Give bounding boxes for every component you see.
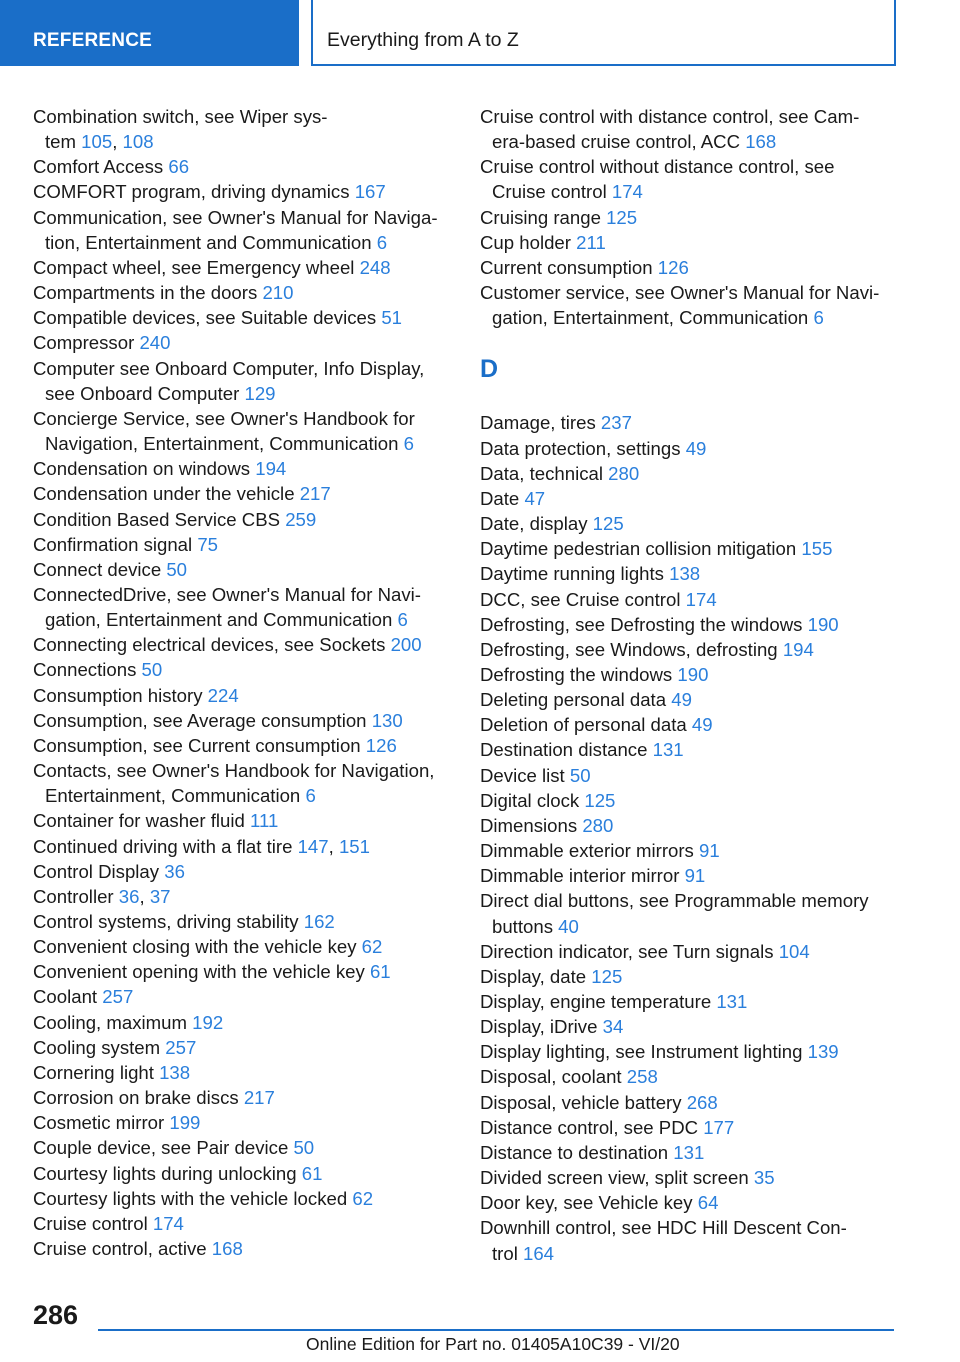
index-entry-text: COMFORT program, driving dynamics	[33, 181, 355, 203]
index-entry-text: Deleting personal data	[480, 689, 672, 711]
index-entry-text: Computer see Onboard Computer, Info Display,	[33, 357, 425, 379]
index-entry-text: Dimensions	[480, 814, 583, 836]
page-reference-link[interactable]: 257	[102, 986, 134, 1008]
page-reference-link[interactable]: 280	[608, 462, 640, 484]
index-entry	[33, 1161, 453, 1186]
index-entry	[480, 230, 900, 255]
page-reference-link[interactable]: 36	[164, 860, 185, 882]
index-entry-text: Cooling, maximum	[33, 1011, 193, 1033]
index-entry-text: Connecting electrical devices, see Sockets	[33, 634, 391, 656]
index-entry-text: gation, Entertainment, Communication	[492, 307, 814, 329]
index-entry-text: Defrosting, see Windows, defrosting	[480, 638, 783, 660]
index-entry-text: Digital clock	[480, 789, 585, 811]
index-entry-text: Control systems, driving stability	[33, 911, 304, 932]
page-reference-link[interactable]: 131	[716, 991, 748, 1012]
page-reference-link[interactable]: 62	[361, 936, 383, 958]
index-entry	[33, 557, 453, 582]
index-entry	[33, 1135, 453, 1160]
index-entry-text: Combination switch, see Wiper sys-	[33, 106, 328, 127]
index-entry-text: Cornering light	[33, 1061, 160, 1083]
index-entry-text: gation, Entertainment and Communication	[45, 609, 398, 631]
index-entry-text: Consumption history	[33, 684, 208, 706]
index-entry	[480, 461, 900, 486]
index-entry	[480, 687, 900, 712]
index-entry-text: Continued driving with a flat tire	[33, 835, 298, 857]
index-entry-text: Convenient closing with the vehicle key	[33, 936, 362, 958]
index-entry	[480, 561, 900, 586]
index-entry-text: Disposal, coolant	[480, 1066, 627, 1088]
index-entry-text: era-based cruise control, ACC	[492, 131, 746, 153]
index-entry-text: Convenient opening with the vehicle key	[33, 961, 370, 983]
page-reference-link[interactable]: 237	[600, 412, 632, 434]
page-reference-link[interactable]: 6	[813, 307, 824, 329]
index-entry	[480, 154, 900, 204]
index-entry-text: Cruise control with distance control, see Cam-	[480, 106, 860, 127]
index-entry-text: Consumption, see Current consumption	[33, 734, 366, 756]
page-reference-link[interactable]: 138	[669, 563, 701, 585]
page-reference-link[interactable]: 168	[745, 131, 777, 153]
page-reference-link[interactable]: 36	[118, 885, 140, 907]
index-entry-text: Display, iDrive	[480, 1016, 603, 1038]
page-reference-link[interactable]: 6	[403, 433, 414, 455]
page-reference-link[interactable]: 50	[569, 764, 591, 786]
index-entry	[33, 356, 453, 406]
index-entry-text: Divided screen view, split screen	[480, 1167, 754, 1189]
index-entry-text: Customer service, see Owner's Manual for Navi-	[480, 282, 880, 304]
index-entry	[480, 662, 900, 687]
section-tab	[0, 0, 299, 66]
index-entry	[480, 788, 900, 813]
index-entry	[480, 813, 900, 838]
page-reference-link[interactable]: 129	[244, 382, 276, 404]
page-reference-link[interactable]: 126	[657, 256, 689, 278]
index-entry-text: Concierge Service, see Owner's Handbook for	[33, 407, 415, 429]
index-entry-text: Destination distance	[480, 739, 653, 761]
index-entry-text: trol	[492, 1242, 523, 1264]
index-entry-text: Direction indicator, see Turn signals	[480, 940, 779, 962]
page-reference-link[interactable]: 49	[691, 714, 713, 736]
index-entry	[33, 758, 453, 808]
index-entry	[480, 410, 900, 435]
index-entry	[33, 909, 453, 934]
index-entry	[480, 280, 900, 330]
page-reference-link[interactable]: 75	[197, 533, 219, 555]
index-entry	[480, 436, 900, 461]
index-entry	[480, 737, 900, 762]
section-title: REFERENCE	[33, 30, 152, 51]
page-reference-link[interactable]: 168	[211, 1238, 243, 1260]
page-reference-link[interactable]: 51	[381, 307, 402, 329]
index-entry-text: Controller	[33, 885, 119, 907]
index-entry	[33, 330, 453, 355]
chapter-header	[311, 0, 896, 66]
index-entry	[33, 154, 453, 179]
index-entry-text: Downhill control, see HDC Hill Descent Con-	[480, 1217, 847, 1239]
index-entry-text: Comfort Access	[33, 156, 169, 178]
page-reference-link[interactable]: 138	[159, 1061, 191, 1083]
index-entry	[33, 406, 453, 456]
page-reference-link[interactable]: 190	[677, 663, 709, 685]
index-entry-text: Consumption, see Average consumption	[33, 709, 372, 731]
index-entry-text: tem	[45, 131, 82, 153]
page-reference-link[interactable]: 49	[671, 689, 692, 711]
page-reference-link[interactable]: 139	[807, 1041, 839, 1063]
page-reference-link[interactable]: 240	[139, 332, 171, 354]
index-entry	[33, 1236, 453, 1261]
page-reference-link[interactable]: 125	[591, 965, 623, 987]
index-entry-text: Entertainment, Communication	[45, 785, 306, 807]
index-entry-text: Device list	[480, 764, 570, 786]
page-reference-link[interactable]: 147	[297, 835, 329, 857]
index-entry: Controller 36, 37	[33, 885, 171, 907]
index-entry-text: Cruise control, active	[33, 1238, 212, 1260]
index-entry-text: Confirmation signal	[33, 533, 198, 555]
index-entry	[480, 1064, 900, 1089]
index-entry-text: DCC, see Cruise control	[480, 588, 686, 610]
page-reference-link[interactable]: 91	[684, 865, 706, 887]
page-reference-link[interactable]: 108	[122, 131, 154, 153]
page-reference-link[interactable]: 50	[141, 659, 163, 681]
page-reference-link[interactable]: 125	[592, 513, 624, 535]
index-entry	[480, 104, 900, 154]
index-entry	[33, 1085, 453, 1110]
page-reference-link[interactable]: 200	[390, 634, 422, 656]
index-entry-text: Direct dial buttons, see Programmable memory	[480, 890, 869, 912]
index-entry-text: Control Display	[33, 860, 165, 882]
page-reference-link[interactable]: 151	[338, 835, 370, 857]
index-entry-text: Damage, tires	[480, 412, 601, 434]
index-entry-text: Distance to destination	[480, 1141, 674, 1163]
page-reference-link[interactable]: 6	[397, 609, 408, 631]
index-entry-text: Condition Based Service CBS	[33, 508, 286, 530]
index-entry-text: Current consumption	[480, 256, 658, 278]
index-entry	[33, 934, 453, 959]
index-entry-text: Navigation, Entertainment, Communication	[45, 433, 404, 455]
page-reference-link[interactable]: 280	[582, 814, 614, 836]
index-entry-text: see Onboard Computer	[45, 382, 245, 404]
index-entry	[480, 1039, 900, 1064]
page-reference-link[interactable]: 47	[524, 487, 546, 509]
index-entry-text: Container for washer fluid	[33, 810, 251, 832]
page-reference-link[interactable]: 62	[352, 1187, 374, 1209]
index-entry-text: Cruising range	[480, 206, 607, 228]
index-entry	[33, 456, 453, 481]
page-reference-link[interactable]: 34	[602, 1016, 624, 1038]
page-reference-link[interactable]: 66	[168, 156, 190, 178]
page-reference-link[interactable]: 224	[207, 684, 239, 706]
index-entry	[480, 587, 900, 612]
page-reference-link[interactable]: 50	[293, 1137, 315, 1159]
page-reference-link[interactable]: 50	[166, 558, 188, 580]
page-reference-link[interactable]: 257	[165, 1036, 197, 1058]
index-entry	[33, 507, 453, 532]
index-entry	[480, 838, 900, 863]
index-entry	[480, 1215, 900, 1265]
index-entry	[33, 255, 453, 280]
index-entry	[480, 486, 900, 511]
section-letter: D	[480, 355, 499, 384]
index-entry	[33, 708, 453, 733]
index-entry-text: Compartments in the doors	[33, 282, 263, 304]
page-reference-link[interactable]: 126	[365, 734, 397, 756]
index-entry	[33, 657, 453, 682]
index-entry	[33, 481, 453, 506]
index-entry	[33, 280, 453, 305]
page-reference-link[interactable]: 61	[369, 961, 391, 983]
page-reference-link[interactable]: 125	[584, 789, 616, 811]
index-entry-text: Coolant	[33, 986, 103, 1008]
index-entry-text: Daytime running lights	[480, 563, 670, 585]
index-entry	[480, 1090, 900, 1115]
index-entry	[480, 1140, 900, 1165]
index-entry-text: Contacts, see Owner's Handbook for Navigation,	[33, 760, 435, 782]
index-entry	[480, 205, 900, 230]
index-entry-text: Courtesy lights during unlocking	[33, 1162, 302, 1184]
page-reference-link[interactable]: 194	[782, 638, 814, 660]
index-entry	[480, 255, 900, 280]
index-entry	[33, 808, 453, 833]
footer-edition: Online Edition for Part no. 01405A10C39 - VI/20	[306, 1334, 680, 1354]
page-reference-link[interactable]: 211	[576, 231, 606, 253]
index-entry-text: Data protection, settings	[480, 437, 686, 459]
page-reference-link[interactable]: 49	[685, 437, 707, 459]
page-reference-link[interactable]: 268	[686, 1091, 718, 1113]
index-entry-text: Defrosting the windows	[480, 663, 678, 685]
index-entry-text: Compact wheel, see Emergency wheel	[33, 256, 360, 278]
page-reference-link[interactable]: 131	[652, 739, 684, 761]
index-entry-text: Display, engine temperature	[480, 991, 717, 1012]
index-entry-text: Cruise control	[33, 1212, 153, 1234]
page-reference-link[interactable]: 217	[243, 1087, 275, 1109]
index-entry	[33, 1010, 453, 1035]
index-entry-text: buttons	[492, 915, 559, 937]
index-column-right	[480, 104, 900, 1266]
index-entry-text: Connect device	[33, 558, 167, 580]
page-reference-link[interactable]: 131	[673, 1141, 705, 1163]
index-entry	[33, 532, 453, 557]
page-reference-link[interactable]: 174	[152, 1212, 184, 1234]
index-entry	[33, 859, 453, 884]
page-reference-link[interactable]: 174	[611, 181, 643, 203]
index-entry	[33, 632, 453, 657]
index-entry	[33, 683, 453, 708]
index-entry-text: Deletion of personal data	[480, 714, 692, 736]
index-entry	[480, 939, 900, 964]
index-entry	[480, 712, 900, 737]
index-entry: Continued driving with a flat tire 147, 151	[33, 835, 370, 857]
page-reference-link[interactable]: 130	[371, 709, 403, 731]
index-entry-text: Defrosting, see Defrosting the windows	[480, 613, 808, 635]
index-entry-text: Connections	[33, 659, 142, 681]
index-entry	[480, 989, 900, 1014]
index-column-left	[33, 104, 453, 1261]
page-reference-link[interactable]: 167	[354, 181, 386, 203]
page-reference-link[interactable]: 125	[606, 206, 638, 228]
index-entry	[33, 1186, 453, 1211]
page-reference-link[interactable]: 91	[699, 840, 720, 862]
index-entry-text: ConnectedDrive, see Owner's Manual for Navi-	[33, 583, 421, 605]
index-entry	[480, 1190, 900, 1215]
index-entry	[33, 984, 453, 1009]
page-reference-link[interactable]: 164	[523, 1242, 555, 1264]
index-entry	[480, 1115, 900, 1140]
index-entry-text: Compatible devices, see Suitable devices	[33, 307, 382, 329]
page-reference-link[interactable]: 61	[301, 1162, 323, 1184]
index-entry	[33, 179, 453, 204]
chapter-title: Everything from A to Z	[327, 29, 519, 51]
page-reference-link[interactable]: 40	[558, 915, 579, 937]
page-number: 286	[33, 1300, 79, 1330]
index-entry-text: Condensation on windows	[33, 458, 256, 480]
page-reference-link[interactable]: 162	[303, 911, 335, 932]
index-entry-text: Display lighting, see Instrument lighting	[480, 1041, 808, 1063]
page-reference-link[interactable]: 105	[81, 131, 113, 153]
index-entry	[480, 511, 900, 536]
index-entry-text: Disposal, vehicle battery	[480, 1091, 687, 1113]
index-entry	[33, 1211, 453, 1236]
index-entry: Combination switch, see Wiper sys- tem 105, 108	[33, 106, 328, 153]
index-entry	[480, 1014, 900, 1039]
index-entry-text: Courtesy lights with the vehicle locked	[33, 1187, 353, 1209]
index-entry-text: Cup holder	[480, 231, 577, 253]
index-entry-text: Communication, see Owner's Manual for Naviga-	[33, 206, 438, 228]
page-reference-link[interactable]: 177	[703, 1116, 735, 1138]
page-reference-link[interactable]: 210	[262, 282, 294, 304]
index-entry-text: Dimmable exterior mirrors	[480, 840, 700, 862]
index-entry-text: Cooling system	[33, 1036, 166, 1058]
index-entry	[33, 733, 453, 758]
index-entry-text: Distance control, see PDC	[480, 1116, 704, 1138]
index-entry-text: Cosmetic mirror	[33, 1112, 170, 1134]
index-entry-text: Cruise control without distance control, see	[480, 156, 835, 178]
index-entry-text: Date, display	[480, 513, 593, 535]
page-reference-link[interactable]: 248	[359, 256, 391, 278]
page-reference-link[interactable]: 194	[255, 458, 287, 480]
page-reference-link[interactable]: 192	[192, 1011, 224, 1033]
index-entry	[480, 964, 900, 989]
page-reference-link[interactable]: 259	[285, 508, 317, 530]
page-reference-link[interactable]: 190	[807, 613, 839, 635]
index-entry	[480, 536, 900, 561]
page-reference-link[interactable]: 174	[685, 588, 717, 610]
page-reference-link[interactable]: 35	[753, 1167, 775, 1189]
page-reference-link[interactable]: 37	[149, 885, 171, 907]
index-entry-text: Date	[480, 487, 525, 509]
page-reference-link[interactable]: 6	[305, 785, 316, 807]
page-reference-link[interactable]: 111	[250, 810, 279, 832]
index-entry-text: Condensation under the vehicle	[33, 483, 300, 505]
index-entry-text: Data, technical	[480, 462, 609, 484]
page-reference-link[interactable]: 199	[169, 1112, 201, 1134]
index-entry-text: Corrosion on brake discs	[33, 1087, 244, 1109]
index-entry	[33, 1035, 453, 1060]
index-entry	[480, 612, 900, 637]
page-reference-link[interactable]: 155	[801, 538, 833, 560]
index-entry	[480, 1165, 900, 1190]
index-entry	[480, 637, 900, 662]
index-entry	[33, 1060, 453, 1085]
page-reference-link[interactable]: 6	[376, 231, 388, 253]
index-entry-text: Cruise control	[492, 181, 612, 203]
index-entry	[33, 959, 453, 984]
index-entry	[480, 888, 900, 938]
index-entry-text: Door key, see Vehicle key	[480, 1192, 698, 1214]
index-entry-text: Dimmable interior mirror	[480, 865, 685, 887]
page-reference-link[interactable]: 104	[778, 940, 810, 962]
index-entry	[480, 863, 900, 888]
page-reference-link[interactable]: 258	[626, 1066, 658, 1088]
index-entry-text: tion, Entertainment and Communication	[45, 231, 377, 253]
index-entry	[33, 582, 453, 632]
index-entry	[480, 763, 900, 788]
footer-rule	[98, 1329, 894, 1331]
index-entry-text: Couple device, see Pair device	[33, 1137, 294, 1159]
index-entry-text: Display, date	[480, 965, 592, 987]
index-entry-text: Compressor	[33, 332, 140, 354]
page-reference-link[interactable]: 64	[697, 1192, 719, 1214]
page-reference-link[interactable]: 217	[299, 483, 331, 505]
index-entry	[33, 305, 453, 330]
index-entry	[33, 205, 453, 255]
index-entry-text: Daytime pedestrian collision mitigation	[480, 538, 802, 560]
index-entry	[33, 1110, 453, 1135]
